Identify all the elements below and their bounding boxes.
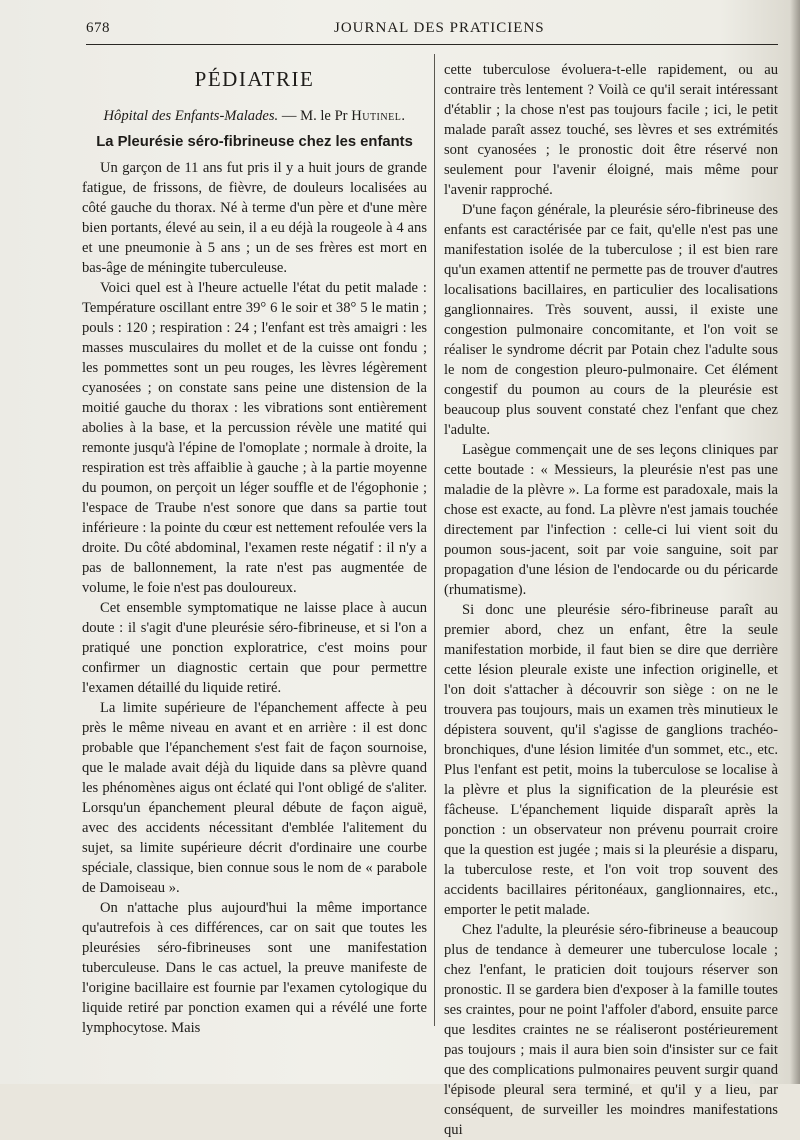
paragraph: La limite supérieure de l'épanchement affecte à peu près le même niveau en avant et en arrière : il est donc probable que l'épanchement s'est fait de façon sournoise, que le malade avait déjà du liquide dans sa plèvre quand les phénomènes aigus ont éclaté qui l'ont obligé de s'aliter. Lorsqu'un épanchement pleural débute de façon aiguë, avec des accidents nécessitant d'emblée l'alitement du sujet, sa limite supérieure décrit d'ordinaire une courbe spéciale, classique, bien connue sous le nom de « parabole de Damoiseau ». bbox=[82, 700, 427, 896]
paragraph: On n'attache plus aujourd'hui la même importance qu'autrefois à ces différences, car on sait que toutes les pleurésies séro-fibrineuses sont une manifestation tuberculeuse. Dans le cas actuel, la preuve manifeste de l'origine bacillaire est fournie par l'examen cytologique du liquide retiré par ponction examen qui a révélé une forte lymphocytose. Mais bbox=[82, 900, 427, 1036]
paragraph: Si donc une pleurésie séro-fibrineuse paraît au premier abord, chez un enfant, être la seule manifestation morbide, il faut bien se dire que derrière cette lésion pleurale existe une infection originelle, et l'on doit s'attacher à découvrir son siège : on ne le trouvera pas toujours, mais un examen très minutieux le dépistera souvent, qu'il s'agisse de ganglions trachéo-bronchiques, d'une lésion limitée d'un sommet, etc., etc. Plus l'enfant est petit, moins la tuberculose se localise à la plèvre et plus la signification de la pleurésie est fâcheuse. L'épanchement liquide disparaît après la ponction : un observateur non prévenu pourrait croire que la question est jugée ; mais si la pleurésie a disparu, la tuberculose reste, et l'on voit trop souvent des accidents bacillaires péritonéaux, ganglionnaires, etc., emporter le petit malade. bbox=[444, 602, 778, 918]
paragraph: Un garçon de 11 ans fut pris il y a huit jours de grande fatigue, de frissons, de fièvre, de douleurs localisées au côté gauche du thorax. Né à terme d'un père et d'une mère bien portants, élevé au sein, il a eu déjà la rougeole à 4 ans et une pneumonie à 5 ans ; un de ses frères est mort en bas-âge de méningite tuberculeuse. bbox=[82, 160, 427, 276]
page-header bbox=[86, 18, 778, 45]
paragraph: Cet ensemble symptomatique ne laisse place à aucun doute : il s'agit d'une pleurésie séro-fibrineuse, et si l'on a pratiqué une ponction exploratrice, c'est moins pour confirmer un diagnostic certain que pour permettre l'examen détaillé du liquide retiré. bbox=[82, 600, 427, 696]
hospital-line bbox=[82, 106, 427, 126]
doctor-name: Hutinel. bbox=[351, 108, 406, 124]
page-number: 678 bbox=[86, 20, 110, 36]
column-divider bbox=[434, 54, 435, 1026]
doctor-prefix: — M. le Pr bbox=[278, 108, 352, 124]
page-edge-shadow bbox=[790, 0, 800, 1084]
hospital-name: Hôpital des Enfants-Malades. bbox=[103, 108, 279, 124]
paragraph: Chez l'adulte, la pleurésie séro-fibrineuse a beaucoup plus de tendance à demeurer une tuberculose locale ; chez l'enfant, le praticien doit toujours réserver son pronostic. Il se gardera bien d'exposer à la famille toutes ses craintes, pour ne point l'affoler d'abord, ensuite parce que lesdites craintes ne se réaliseront postérieurement pas toujours ; mais il aura bien soin d'insister sur ce fait que des complications pulmonaires peuvent surgir quand l'épisode pleural sera terminé, et qu'il y a lieu, par conséquent, de surveiller les moindres manifestations qui bbox=[444, 922, 778, 1138]
paragraph-continued: cette tuberculose évoluera-t-elle rapidement, ou au contraire très lentement ? Voilà ce qu'il serait intéressant d'établir ; la chose n'est pas toujours facile ; ici, le petit malade paraît assez touché, ses lèvres et ses extrémités sont cyanosées ; le pronostic doit être réservé non seulement pour l'avenir éloigné, mais même pour l'avenir rapproché. bbox=[444, 62, 778, 198]
journal-title: JOURNAL DES PRATICIENS bbox=[334, 20, 545, 36]
article-title: La Pleurésie séro-fibrineuse chez les enfants bbox=[96, 134, 413, 150]
section-title: PÉDIATRIE bbox=[194, 67, 315, 91]
right-column bbox=[444, 60, 778, 1140]
paragraph: Voici quel est à l'heure actuelle l'état du petit malade : Température oscillant entre 39° 6 le soir et 38° 5 le matin ; pouls : 120 ; respiration : 24 ; l'enfant est très amaigri : les masses musculaires du mollet et de la cuisse ont fondu ; les pommettes sont un peu rouges, les lèvres légèrement cyanosées ; on constate sans peine une distension de la moitié gauche du thorax : les vibrations sont entièrement abolies à la base, et la percussion révèle une matité qui remonte jusqu'à l'épine de l'omoplate ; normale à droite, la respiration est très affaiblie à gauche ; à la partie moyenne du poumon, on perçoit un léger souffle et de l'égophonie ; l'espace de Traube n'est sonore que dans sa partie tout inférieure : la pointe du cœur est nettement refoulée vers la droite. Du côté abdominal, l'examen reste négatif : il n'y a pas de ballonnement, la rate n'est pas augmentée de volume, le foie n'est pas douloureux. bbox=[82, 280, 427, 596]
left-column bbox=[82, 58, 427, 1038]
paragraph: D'une façon générale, la pleurésie séro-fibrineuse des enfants est caractérisée par ce fait, qu'elle n'est pas une manifestation isolée de la tuberculose ; il est bien rare qu'un examen attentif ne permette pas de trouver d'autres localisations bacillaires, en particulier des localisations ganglionnaires. Très souvent, aussi, il existe une congestion pulmonaire concomitante, et l'on voit se réaliser le syndrome décrit par Potain chez l'adulte sous le nom de congestion pleuro-pulmonaire. Cet élément congestif du poumon au cours de la pleurésie est beaucoup plus souvent constaté chez l'enfant que chez l'adulte. bbox=[444, 202, 778, 438]
paragraph: Lasègue commençait une de ses leçons cliniques par cette boutade : « Messieurs, la pleurésie n'est pas une maladie de la plèvre ». La forme est paradoxale, mais la chose est exacte, au fond. La plèvre n'est jamais touchée directement par l'infection : celle-ci lui vient soit du poumon sous-jacent, soit par voie sanguine, soit par propagation d'une lésion de l'endocarde ou du péricarde (rhumatisme). bbox=[444, 442, 778, 598]
